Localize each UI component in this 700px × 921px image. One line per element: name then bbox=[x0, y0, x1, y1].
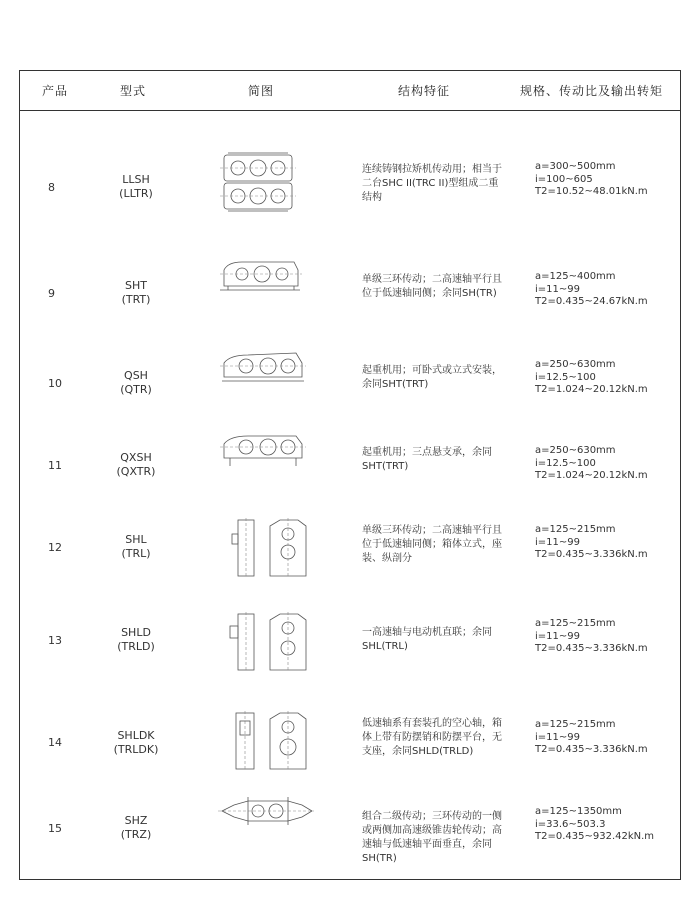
row-structure: 低速轴系有套装孔的空心轴，箱体上带有防摆销和防摆平台，无支座，余同SHLD(TRLD) bbox=[362, 718, 502, 757]
header-structure: 结构特征 bbox=[398, 84, 451, 98]
row-structure: 起重机用；三点悬支承，余同SHT(TRT) bbox=[362, 447, 492, 472]
model-code: SHT bbox=[125, 279, 147, 292]
model-alias: (TRLDK) bbox=[113, 743, 159, 756]
row-number: 9 bbox=[48, 287, 55, 300]
row-number: 10 bbox=[48, 377, 62, 390]
spec-torque: T2=0.435~3.336kN.m bbox=[535, 643, 648, 654]
spec-center-distance: a=300~500mm bbox=[535, 161, 616, 172]
row-model bbox=[112, 173, 160, 201]
row-structure: 单级三环传动；二高速轴平行且位于低速轴同侧；余同SH(TR) bbox=[362, 274, 502, 299]
spec-torque: T2=10.52~48.01kN.m bbox=[535, 186, 648, 197]
model-code: SHZ bbox=[124, 814, 148, 827]
spec-torque: T2=0.435~3.336kN.m bbox=[535, 549, 648, 560]
row-structure: 起重机用；可卧式或立式安装，余同SHT(TRT) bbox=[362, 365, 502, 390]
model-alias: (LLTR) bbox=[119, 187, 153, 200]
spec-ratio: i=12.5~100 bbox=[535, 371, 596, 383]
model-alias: (TRLD) bbox=[117, 640, 155, 653]
two-stage-gearbox-drawing bbox=[218, 791, 314, 831]
row-model bbox=[112, 814, 160, 842]
row-structure: 一高速轴与电动机直联；余同SHL(TRL) bbox=[362, 627, 492, 652]
model-alias: (QXTR) bbox=[116, 465, 156, 478]
spec-torque: T2=0.435~932.42kN.m bbox=[535, 831, 655, 842]
spec-ratio: i=11~99 bbox=[535, 630, 580, 642]
spec-ratio: i=11~99 bbox=[535, 731, 580, 743]
row-number: 15 bbox=[48, 822, 62, 835]
row-spec bbox=[535, 445, 648, 483]
row-model bbox=[112, 279, 160, 307]
three-ring-gearbox-drawing bbox=[218, 256, 302, 296]
model-code: QXSH bbox=[120, 451, 152, 464]
spec-center-distance: a=125~215mm bbox=[535, 524, 616, 535]
spec-ratio: i=11~99 bbox=[535, 536, 580, 548]
spec-ratio: i=33.6~503.3 bbox=[535, 818, 606, 830]
row-number: 12 bbox=[48, 541, 62, 554]
model-alias: (QTR) bbox=[120, 383, 152, 396]
row-number: 8 bbox=[48, 181, 55, 194]
row-structure: 组合二级传动；三环传动的一侧或两侧加高速级锥齿轮传动；高速轴与低速轴平面垂直，余同SH(TR) bbox=[362, 811, 502, 864]
row-model bbox=[112, 533, 160, 561]
spec-torque: T2=1.024~20.12kN.m bbox=[535, 470, 648, 481]
vertical-gearbox-drawing bbox=[218, 516, 310, 580]
spec-table bbox=[19, 70, 681, 880]
row-structure: 连续铸钢拉矫机传动用；相当于二台SHC II(TRC II)型组成二重结构 bbox=[362, 164, 502, 203]
model-alias: (TRL) bbox=[121, 547, 151, 560]
row-structure: 单级三环传动；二高速轴平行且位于低速轴同侧；箱体立式，座装、纵剖分 bbox=[362, 525, 502, 564]
spec-torque: T2=1.024~20.12kN.m bbox=[535, 384, 648, 395]
row-spec bbox=[535, 524, 648, 562]
model-alias: (TRZ) bbox=[120, 828, 152, 841]
row-spec bbox=[535, 271, 648, 309]
row-model bbox=[112, 451, 160, 479]
crane-gearbox-drawing bbox=[218, 347, 306, 387]
model-code: QSH bbox=[124, 369, 148, 382]
row-number: 11 bbox=[48, 459, 62, 472]
row-model bbox=[112, 626, 160, 654]
spec-center-distance: a=125~400mm bbox=[535, 271, 616, 282]
spec-torque: T2=0.435~3.336kN.m bbox=[535, 744, 648, 755]
model-code: SHL bbox=[125, 533, 147, 546]
row-spec bbox=[535, 161, 648, 199]
row-model bbox=[112, 369, 160, 397]
motor-coupled-gearbox-drawing bbox=[218, 610, 310, 674]
row-spec bbox=[535, 806, 654, 844]
header-drawing: 简图 bbox=[248, 84, 275, 98]
suspended-gearbox-drawing bbox=[218, 430, 306, 470]
header-model: 型式 bbox=[120, 84, 147, 98]
spec-center-distance: a=125~1350mm bbox=[535, 806, 622, 817]
spec-center-distance: a=125~215mm bbox=[535, 618, 616, 629]
table-header bbox=[20, 71, 680, 111]
spec-center-distance: a=250~630mm bbox=[535, 359, 616, 370]
spec-ratio: i=11~99 bbox=[535, 283, 580, 295]
row-spec bbox=[535, 618, 648, 656]
model-code: LLSH bbox=[122, 173, 150, 186]
model-code: SHLD bbox=[121, 626, 151, 639]
model-code: SHLDK bbox=[117, 729, 155, 742]
model-alias: (TRT) bbox=[121, 293, 151, 306]
row-number: 13 bbox=[48, 634, 62, 647]
row-spec bbox=[535, 719, 648, 757]
spec-center-distance: a=125~215mm bbox=[535, 719, 616, 730]
row-model bbox=[112, 729, 160, 757]
spec-ratio: i=100~605 bbox=[535, 173, 593, 185]
header-product: 产品 bbox=[42, 84, 69, 98]
spec-ratio: i=12.5~100 bbox=[535, 457, 596, 469]
spec-center-distance: a=250~630mm bbox=[535, 445, 616, 456]
row-number: 14 bbox=[48, 736, 62, 749]
row-spec bbox=[535, 359, 648, 397]
double-deck-gearbox-drawing bbox=[218, 151, 298, 213]
header-spec: 规格、传动比及输出转矩 bbox=[520, 84, 664, 98]
spec-torque: T2=0.435~24.67kN.m bbox=[535, 296, 648, 307]
hollow-shaft-gearbox-drawing bbox=[218, 709, 310, 773]
